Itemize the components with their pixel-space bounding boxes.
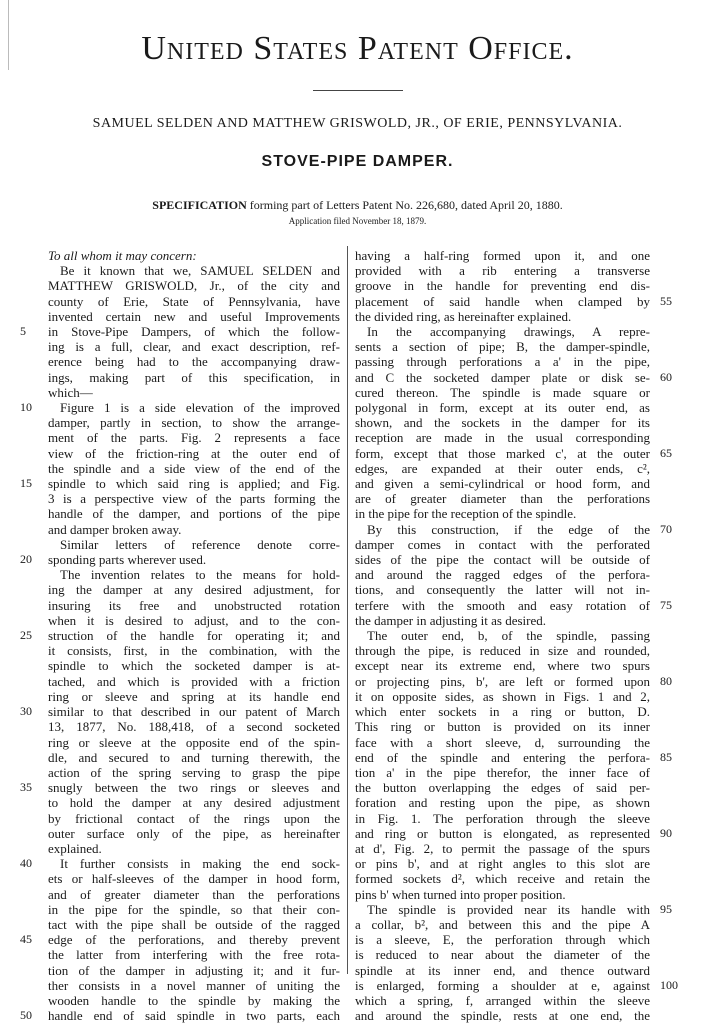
- text-line: end of the spindle and entering the perfora-: [355, 749, 650, 765]
- text-line: by frictional contact of the rings upon the: [48, 810, 340, 826]
- text-line: terfere with the smooth and easy rotation of: [355, 597, 650, 613]
- text-line: through the pipe, is reduced in size and rounded,: [355, 643, 650, 659]
- text-line: polygonal in form, except at its outer end, as: [355, 400, 650, 416]
- text-line: snugly between the two rings or sleeves and: [48, 780, 340, 796]
- text-line: It further consists in making the end sock-: [60, 856, 340, 872]
- line-number-left: 30: [20, 704, 32, 718]
- text-line: By this construction, if the edge of the: [367, 521, 650, 537]
- text-line: in the pipe for the reception of the spindle.: [355, 506, 577, 522]
- text-line: which enter sockets in a ring or button, D.: [355, 704, 650, 720]
- text-line: explained.: [48, 840, 102, 856]
- specification-details: forming part of Letters Patent No. 226,680, dated April 20, 1880.: [246, 198, 563, 212]
- text-line: ring or sleeve at the opposite end of the spin-: [48, 734, 340, 750]
- text-line: passing through perforations a a' in the pipe,: [355, 354, 650, 370]
- text-line: and damper broken away.: [48, 521, 182, 537]
- text-line: edge of the perforations, and thereby prevent: [48, 932, 340, 948]
- text-line: struction of the handle for operating it; and: [48, 628, 340, 644]
- text-line: the latter from interfering with the free rota-: [48, 947, 340, 963]
- text-line: ring or sleeve and spring at its handle end: [48, 688, 340, 704]
- specification-line: [0, 198, 715, 213]
- line-number-left: 20: [20, 552, 32, 566]
- text-line: or projecting pins, b', are left or formed upon: [355, 673, 650, 689]
- line-number-left: 40: [20, 856, 32, 870]
- text-line: action of the spring serving to grasp the pipe: [48, 764, 340, 780]
- line-number-right: 55: [660, 293, 672, 308]
- right-column: [355, 248, 650, 1023]
- text-line: This ring or button is provided on its inner: [355, 719, 650, 735]
- text-line: when it is desired to adjust, and to the con-: [48, 612, 340, 628]
- text-line: provided with a rib entering a transverse: [355, 263, 650, 279]
- application-date: Application filed November 18, 1879.: [288, 216, 427, 226]
- text-line: edges, are expanded at their outer ends, c²,: [355, 460, 650, 476]
- text-line: county of Erie, State of Pennsylvania, have: [48, 293, 340, 309]
- inventors-line: SAMUEL SELDEN AND MATTHEW GRISWOLD, JR., OF ERIE, PENNSYLVANIA.: [92, 116, 623, 131]
- text-line: ther consists in a novel manner of uniting the: [48, 977, 340, 993]
- text-line: tion a' in the pipe therefor, the inner face of: [355, 764, 650, 780]
- text-line: The spindle is provided near its handle with: [367, 901, 650, 917]
- text-line: at d', Fig. 2, to permit the passage of the spurs: [355, 840, 650, 856]
- text-line: face with a short sleeve, d, surrounding the: [355, 734, 650, 750]
- line-number-left: 10: [20, 400, 32, 414]
- text-line: sponding parts wherever used.: [48, 552, 207, 568]
- text-line: is enlarged, forming a shoulder at e, against: [355, 977, 650, 993]
- line-number-left: 5: [20, 324, 26, 338]
- text-line: sides of the pipe the contact will be outside of: [355, 552, 650, 568]
- text-line: spindle to which said ring is applied; and Fig.: [48, 476, 340, 492]
- text-line: view of the friction-ring at the outer end of: [48, 445, 340, 461]
- line-number-right: 65: [660, 445, 672, 460]
- text-line: To all whom it may concern:: [48, 248, 197, 263]
- text-line: spindle at its inner end, and thence outward: [355, 962, 650, 978]
- line-number-right: 90: [660, 825, 672, 840]
- text-line: having a half-ring formed upon it, and one: [355, 248, 650, 263]
- text-line: and ring or button is elongated, as represented: [355, 825, 650, 841]
- line-number-left: 50: [20, 1008, 32, 1022]
- line-number-right: 60: [660, 369, 672, 384]
- text-line: invented certain new and useful Improvements: [48, 308, 340, 324]
- text-line: dle, and secured to and turning therewith, the: [48, 749, 340, 765]
- text-line: and of greater diameter than the perforations: [48, 886, 340, 902]
- text-line: sents a section of pipe; B, the damper-spindle,: [355, 339, 650, 355]
- text-line: 3 is a perspective view of the parts forming the: [48, 491, 340, 507]
- text-line: and given a semi-cylindrical or hood form, and: [355, 476, 650, 492]
- text-line: ing is a full, clear, and exact description, ref-: [48, 339, 340, 355]
- line-number-left: 45: [20, 932, 32, 946]
- text-line: shown, and the sockets in the damper for its: [355, 415, 650, 431]
- text-line: tached, and which is provided with a friction: [48, 673, 340, 689]
- text-line: ets or half-sleeves of the damper in hood form,: [48, 871, 340, 887]
- text-line: a collar, b², and between this and the pipe A: [355, 916, 650, 932]
- text-line: the damper in adjusting it as desired.: [355, 612, 546, 628]
- text-line: placement of said handle when clamped by: [355, 293, 650, 309]
- text-line: The invention relates to the means for hold-: [60, 567, 340, 583]
- text-line: groove in the handle for preventing end dis-: [355, 278, 650, 294]
- text-line: in Stove-Pipe Dampers, of which the follow-: [48, 324, 340, 340]
- text-line: it on opposite sides, as shown in Figs. 1 and 2,: [355, 688, 650, 704]
- text-line: handle of the damper, and portions of the pipe: [48, 506, 340, 522]
- line-number-left: 35: [20, 780, 32, 794]
- office-title: United States Patent Office.: [141, 30, 574, 67]
- text-line: the spindle and a side view of the end of the: [48, 460, 340, 476]
- title-rule: [313, 90, 403, 91]
- text-line: except near its extreme end, where two spurs: [355, 658, 650, 674]
- text-line: similar to that described in our patent of March: [48, 704, 340, 720]
- line-number-right: 95: [660, 901, 672, 916]
- text-line: In the accompanying drawings, A repre-: [367, 324, 650, 340]
- text-line: erence being had to the accompanying draw-: [48, 354, 340, 370]
- text-line: form, except that those marked c', at the outer: [355, 445, 650, 461]
- text-line: it consists, first, in the combination, with the: [48, 643, 340, 659]
- text-line: MATTHEW GRISWOLD, Jr., of the city and: [48, 278, 340, 294]
- text-line: and around the ragged edges of the perfora-: [355, 567, 650, 583]
- text-line: The outer end, b, of the spindle, passing: [367, 628, 650, 644]
- text-line: to hold the damper at any desired adjustment: [48, 795, 340, 811]
- line-number-right: 75: [660, 597, 672, 612]
- line-number-right: 80: [660, 673, 672, 688]
- text-line: handle end of said spindle in two parts, each: [48, 1008, 340, 1024]
- line-number-right: 100: [660, 977, 678, 992]
- text-line: Be it known that we, SAMUEL SELDEN and: [60, 263, 340, 279]
- text-line: the divided ring, as hereinafter explained.: [355, 308, 572, 324]
- text-line: wooden handle to the spindle by making the: [48, 992, 340, 1008]
- specification-label: SPECIFICATION: [152, 198, 247, 212]
- line-number-left: 25: [20, 628, 32, 642]
- text-line: is reduced to near about the diameter of the: [355, 947, 650, 963]
- text-line: tions, and consequently the latter will not in-: [355, 582, 650, 598]
- text-line: reception are made in the usual corresponding: [355, 430, 650, 446]
- text-line: tact with the pipe shall be outside of the ragged: [48, 916, 340, 932]
- text-line: ment of the parts. Fig. 2 represents a face: [48, 430, 340, 446]
- text-line: and around the spindle, rests at one end, the: [355, 1008, 650, 1024]
- text-line: in the pipe for the spindle, so that their con-: [48, 901, 340, 917]
- text-line: spindle to which the socketed damper is at-: [48, 658, 340, 674]
- text-line: ing the damper at any desired adjustment, for: [48, 582, 340, 598]
- text-line: tion of the damper in adjusting it; and it fur-: [48, 962, 340, 978]
- text-line: damper comes in contact with the perforated: [355, 536, 650, 552]
- text-line: ings, making part of this specification, in: [48, 369, 340, 385]
- text-line: or pins b', and at right angles to this slot are: [355, 856, 650, 872]
- text-line: the button overlapping the edges of said per-: [355, 780, 650, 796]
- text-line: outer surface only of the pipe, as hereinafter: [48, 825, 340, 841]
- text-line: in Fig. 1. The perforation through the sleeve: [355, 810, 650, 826]
- text-line: Figure 1 is a side elevation of the improved: [60, 400, 340, 416]
- text-line: Similar letters of reference denote corre-: [60, 536, 340, 552]
- text-line: damper, partly in section, to show the arrange-: [48, 415, 340, 431]
- text-line: foration and resting upon the pipe, as shown: [355, 795, 650, 811]
- text-line: insuring its free and unobstructed rotation: [48, 597, 340, 613]
- text-line: which—: [48, 384, 93, 400]
- line-number-right: 85: [660, 749, 672, 764]
- column-divider: [347, 246, 348, 974]
- text-line: cured thereon. The spindle is made square or: [355, 384, 650, 400]
- text-line: which a spring, f, arranged within the sleeve: [355, 992, 650, 1008]
- text-line: is a sleeve, E, the perforation through which: [355, 932, 650, 948]
- text-line: 13, 1877, No. 188,418, of a second socketed: [48, 719, 340, 735]
- text-line: are of greater diameter than the perforations: [355, 491, 650, 507]
- line-number-right: 70: [660, 521, 672, 536]
- invention-title: STOVE-PIPE DAMPER.: [261, 153, 454, 170]
- line-number-left: 15: [20, 476, 32, 490]
- text-line: pins b' when turned into proper position.: [355, 886, 566, 902]
- patent-header: [0, 30, 715, 91]
- text-line: and C the socketed damper plate or disk se-: [355, 369, 650, 385]
- text-line: formed sockets d², which receive and retain the: [355, 871, 650, 887]
- left-column: [48, 248, 340, 1023]
